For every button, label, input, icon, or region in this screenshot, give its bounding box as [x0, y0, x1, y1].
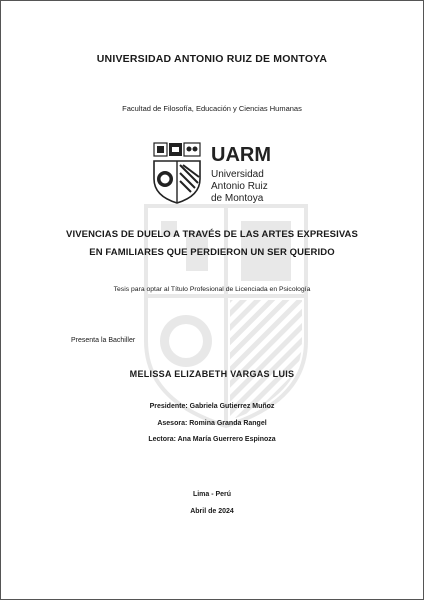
jury-reader: Lectora: Ana María Guerrero Espinoza	[148, 436, 276, 443]
jury-advisor: Asesora: Romina Granda Rangel	[157, 420, 267, 427]
date: Abril de 2024	[190, 508, 234, 515]
logo-line-2: Antonio Ruiz	[211, 181, 268, 192]
faculty-name: Facultad de Filosofía, Educación y Ciencias Humanas	[122, 104, 302, 113]
logo-line-3: de Montoya	[211, 193, 264, 204]
shield-logo-icon	[154, 143, 200, 203]
presenta-label: Presenta la Bachiller	[71, 337, 136, 344]
uarm-logo	[153, 141, 293, 205]
university-name: UNIVERSIDAD ANTONIO RUIZ DE MONTOYA	[96, 53, 328, 65]
logo-acronym: UARM	[211, 144, 271, 166]
author-name: MELISSA ELIZABETH VARGAS LUIS	[129, 369, 295, 379]
jury-president: Presidente: Gabriela Gutierrez Muñoz	[149, 403, 275, 410]
thesis-title-line-2: EN FAMILIARES QUE PERDIERON UN SER QUERIDO	[89, 247, 335, 258]
thesis-degree-note: Tesis para optar al Título Profesional de Licenciada en Psicología	[113, 286, 311, 293]
logo-line-1: Universidad	[211, 169, 264, 180]
place: Lima - Perú	[192, 491, 232, 498]
thesis-title-line-1: VIVENCIAS DE DUELO A TRAVÉS DE LAS ARTES EXPRESIVAS	[66, 229, 358, 240]
